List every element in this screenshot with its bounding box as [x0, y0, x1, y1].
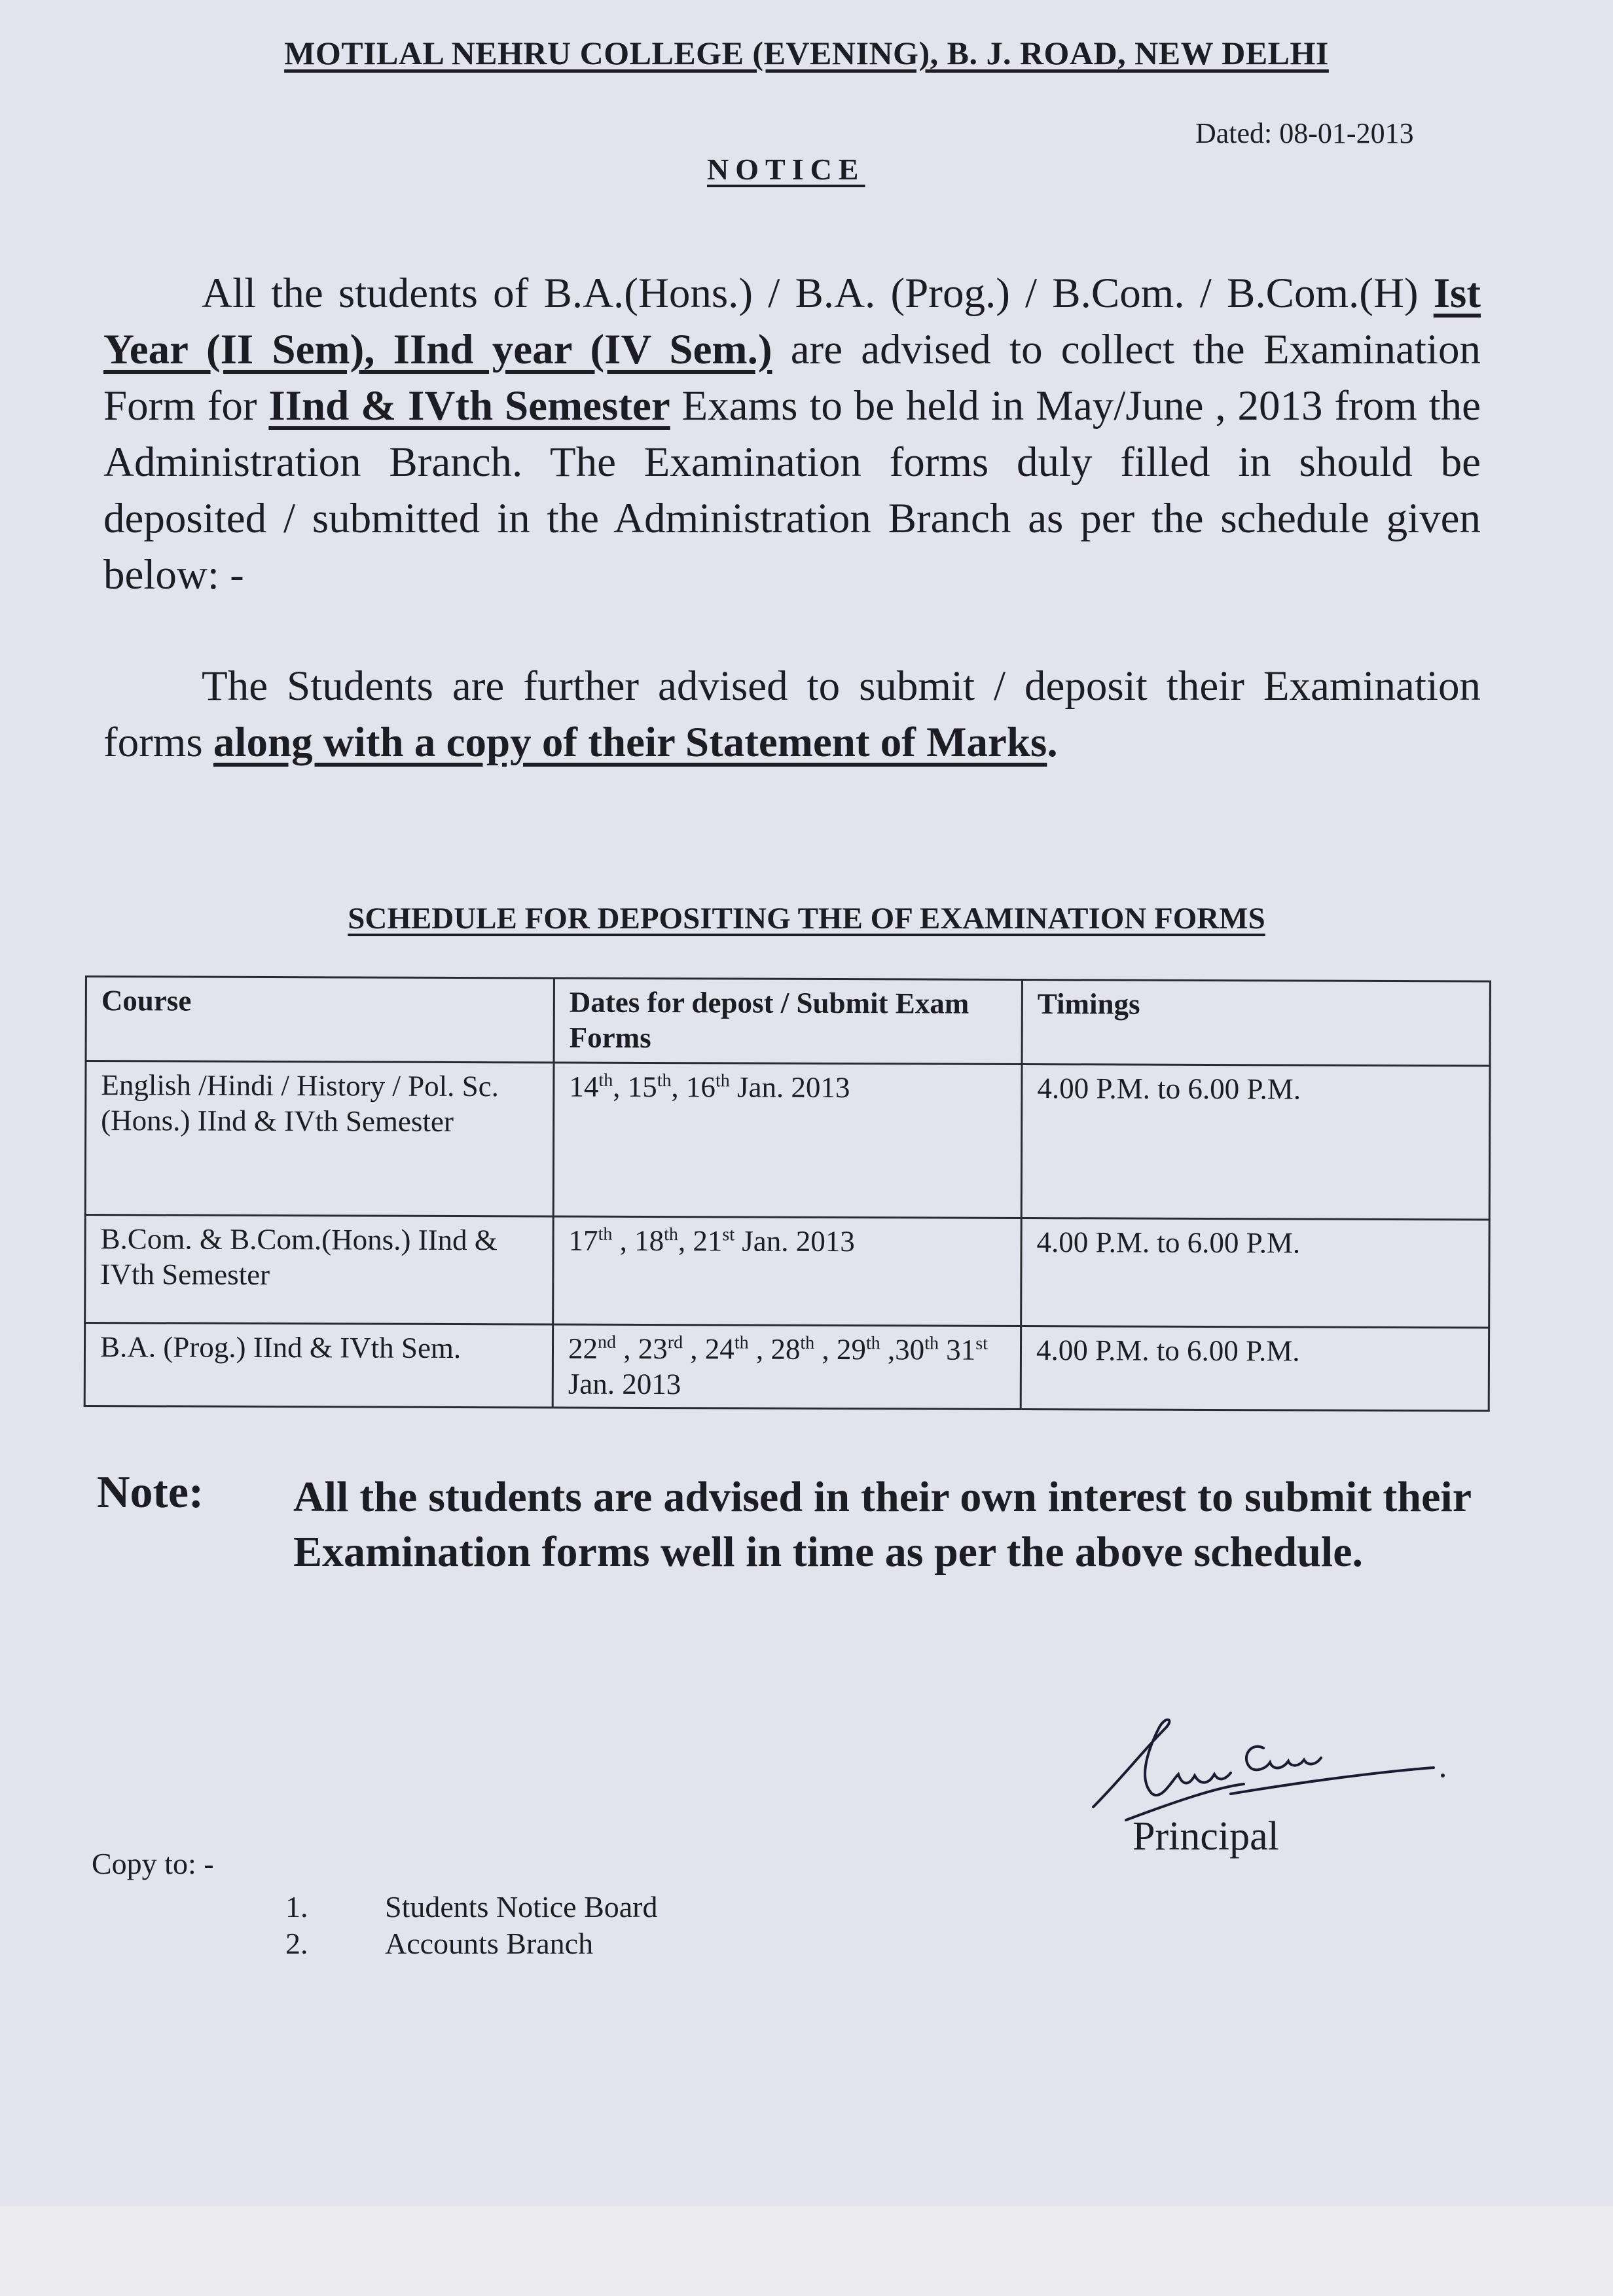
paragraph-text: The Students are further advised to submit / deposit their Examination forms [103, 663, 1481, 766]
paragraph-emphasis: IInd & IVth Semester [268, 382, 670, 429]
list-text: Accounts Branch [385, 1927, 594, 1960]
paragraph-emphasis: along with a copy of their Statement of Marks [213, 719, 1047, 766]
date-ordinal: th [598, 1224, 613, 1245]
dates-cell: 22nd , 23rd , 24th , 28th , 29th ,30th 31st Jan. 2013 [553, 1324, 1021, 1409]
date-day: 18 [634, 1224, 664, 1258]
principal-label: Principal [1133, 1814, 1279, 1859]
date-day: 31 [946, 1333, 976, 1366]
dates-cell: 17th , 18th, 21st Jan. 2013 [553, 1216, 1022, 1326]
date-ordinal: th [715, 1070, 730, 1091]
paragraph-statement-of-marks [103, 658, 1481, 771]
date-ordinal: th [924, 1333, 939, 1354]
timing-cell: 4.00 P.M. to 6.00 P.M. [1021, 1326, 1489, 1410]
table-header-row [86, 977, 1490, 1066]
date-day: 16 [685, 1070, 716, 1104]
date-day: 24 [704, 1332, 734, 1366]
paragraph-emphasis: Ist Year (II Sem), IInd year (IV Sem.) [103, 270, 1481, 373]
column-header-timings: Timings [1022, 979, 1490, 1065]
timing-cell: 4.00 P.M. to 6.00 P.M. [1021, 1218, 1490, 1327]
date-ordinal: th [800, 1332, 815, 1353]
list-text: Students Notice Board [385, 1890, 658, 1923]
dates-cell: 14th, 15th, 16th Jan. 2013 [553, 1063, 1022, 1218]
date-ordinal: st [975, 1333, 988, 1354]
date-day: 15 [627, 1070, 657, 1104]
timing-cell: 4.00 P.M. to 6.00 P.M. [1021, 1064, 1490, 1219]
date-ordinal: st [722, 1224, 735, 1245]
date-ordinal: nd [597, 1332, 617, 1353]
notice-date: Dated: 08-01-2013 [1195, 117, 1414, 149]
date-day: 14 [569, 1070, 599, 1103]
table-row [84, 1323, 1489, 1411]
copy-to-list [285, 1889, 658, 1962]
list-number: 1. [285, 1890, 308, 1923]
date-month-year: Jan. 2013 [568, 1367, 681, 1401]
table-row [85, 1215, 1490, 1328]
date-month-year: Jan. 2013 [736, 1070, 850, 1104]
date-day: 29 [836, 1333, 866, 1366]
date-ordinal: th [865, 1333, 880, 1354]
date-day: 28 [770, 1332, 801, 1366]
note-label: Note: [97, 1467, 204, 1518]
paragraph-text: Exams to be held in May/June , 2013 from the Administration Branch. The Examination forms duly filled in should be deposited / submitted in the Administration Branch as per the schedule given below: - [103, 382, 1481, 598]
schedule-table [84, 975, 1491, 1412]
date-month-year: Jan. 2013 [742, 1224, 855, 1258]
schedule-title: SCHEDULE FOR DEPOSITING THE OF EXAMINATION FORMS [348, 902, 1265, 936]
date-day: 21 [693, 1224, 723, 1258]
date-ordinal: th [657, 1070, 672, 1091]
note-text: All the students are advised in their own interest to submit their Examination forms well in time as per the above schedule. [293, 1473, 1472, 1576]
paragraph-text: . [1047, 719, 1058, 766]
course-cell: B.Com. & B.Com.(Hons.) IInd & IVth Semester [85, 1215, 554, 1324]
paragraph-text: are advised to collect the Examination Form for [103, 326, 1481, 429]
date-ordinal: rd [667, 1332, 683, 1353]
copy-to-label: Copy to: - [92, 1847, 214, 1880]
list-item [285, 1925, 658, 1962]
course-cell: English /Hindi / History / Pol. Sc. (Hons.) IInd & IVth Semester [85, 1061, 554, 1216]
principal-signature [1047, 1702, 1453, 1827]
date-ordinal: th [664, 1224, 678, 1245]
date-day: 22 [568, 1332, 598, 1365]
date-ordinal: th [598, 1070, 613, 1091]
date-day: 30 [895, 1333, 925, 1366]
paragraph-exam-forms [103, 265, 1481, 603]
list-item [285, 1889, 658, 1925]
column-header-course: Course [86, 977, 554, 1063]
course-cell: B.A. (Prog.) IInd & IVth Sem. [84, 1323, 553, 1408]
date-day: 17 [568, 1224, 598, 1257]
date-ordinal: th [734, 1332, 749, 1353]
list-number: 2. [285, 1927, 308, 1960]
notice-title: NOTICE [707, 153, 865, 186]
date-day: 23 [638, 1332, 668, 1366]
table-row [85, 1061, 1490, 1220]
paragraph-text: All the students of B.A.(Hons.) / B.A. (Prog.) / B.Com. / B.Com.(H) [202, 270, 1434, 317]
column-header-dates: Dates for depost / Submit Exam Forms [554, 978, 1022, 1064]
college-name: MOTILAL NEHRU COLLEGE (EVENING), B. J. ROAD, NEW DELHI [284, 35, 1329, 71]
